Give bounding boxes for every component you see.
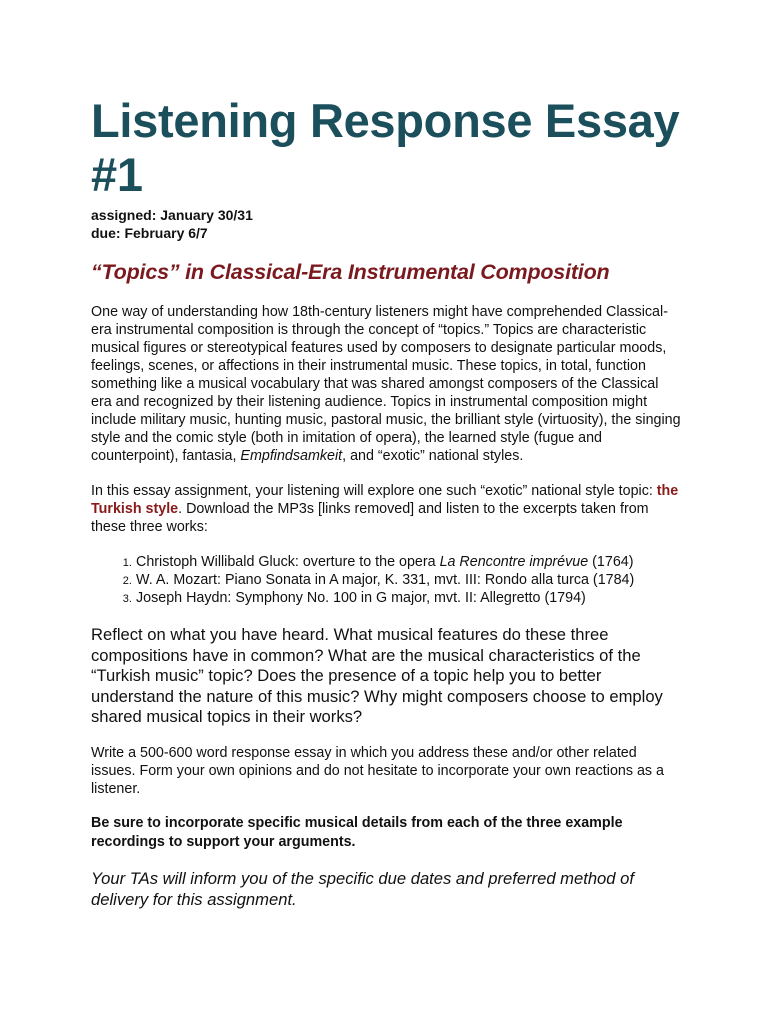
assignment-paragraph: [91, 482, 681, 536]
intro-text-end: , and “exotic” national styles.: [342, 448, 524, 464]
list-item: [135, 553, 681, 571]
work-text: W. A. Mozart: Piano Sonata in A major, K. 331, mvt. III: Rondo alla turca (1784): [136, 572, 635, 588]
work-text: Joseph Haydn: Symphony No. 100 in G major, mvt. II: Allegretto (1794): [136, 590, 586, 606]
assignment-dates: [91, 206, 681, 242]
assignment-text: In this essay assignment, your listening will explore one such “exotic” national style topic:: [91, 483, 657, 499]
closing-note: Your TAs will inform you of the specific due dates and preferred method of delivery for this assignment.: [91, 869, 634, 910]
list-item: [135, 589, 681, 607]
works-list: [91, 553, 681, 607]
due-date: due: February 6/7: [91, 225, 208, 241]
assigned-date: assigned: January 30/31: [91, 207, 253, 223]
document-page: [91, 94, 681, 927]
assignment-text-end: . Download the MP3s [links removed] and listen to the excerpts taken from these three works:: [91, 501, 649, 535]
document-title: Listening Response Essay #1: [91, 94, 680, 201]
bold-instruction: Be sure to incorporate specific musical details from each of the three example recordings to support your arguments.: [91, 815, 623, 851]
intro-text: One way of understanding how 18th-century listeners might have comprehended Classical-era instrumental composition is through the concept of “topics.” Topics are characteristic musical figures or stereotypical features used by composers to designate particular moods, feelings, scenes, or affections in their instrumental music. These topics, in total, function something like a musical vocabulary that was shared amongst composers of the Classical era and recognized by their listening audience. Topics in instrumental composition might include military music, hunting music, pastoral music, the brilliant style (virtuosity), the singing style and the comic style (both in imitation of opera), the learned style (fugue and counterpoint), fantasia,: [91, 304, 681, 464]
reflect-paragraph: Reflect on what you have heard. What musical features do these three compositions have in common? What are the musical characteristics of the “Turkish music” topic? Does the presence of a topic help you to better understand the nature of this music? Why might composers choose to employ shared musical topics in their works?: [91, 625, 663, 726]
intro-paragraph: [91, 303, 681, 465]
work-title-italic: La Rencontre imprévue: [439, 554, 589, 570]
work-text: Christoph Willibald Gluck: overture to the opera: [136, 554, 440, 570]
section-heading: “Topics” in Classical-Era Instrumental Composition: [91, 260, 610, 284]
turkish-style-highlight: the Turkish style: [91, 483, 679, 517]
work-year: (1764): [588, 554, 634, 570]
write-instructions: Write a 500-600 word response essay in which you address these and/or other related issues. Form your own opinions and do not hesitate to incorporate your own reactions as a listener.: [91, 745, 664, 798]
intro-italic-term: Empfindsamkeit: [240, 448, 343, 464]
list-item: [135, 571, 681, 589]
